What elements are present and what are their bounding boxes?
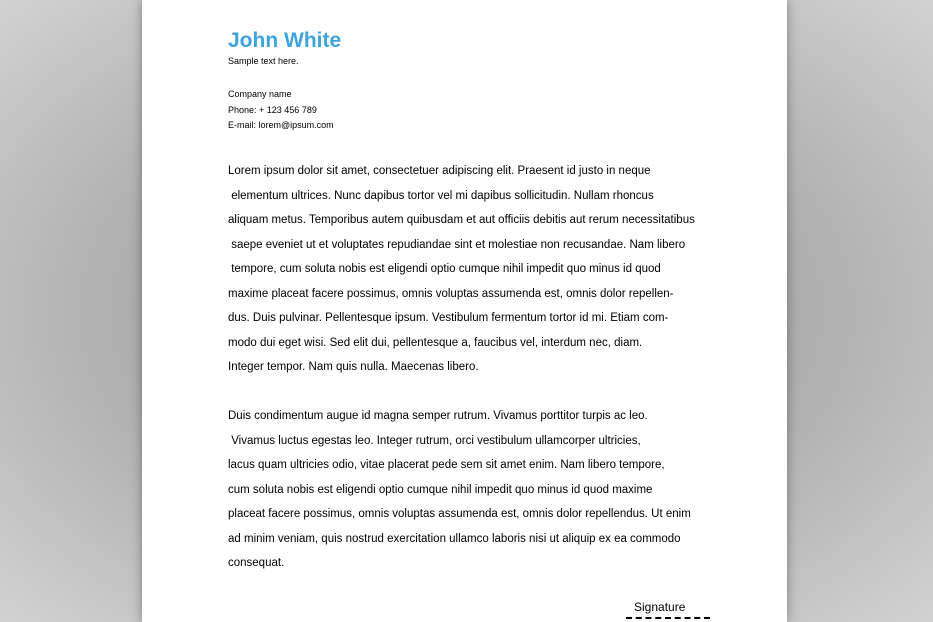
tagline: Sample text here. — [228, 56, 299, 66]
email-address: E-mail: lorem@ipsum.com — [228, 120, 334, 130]
paragraph-line: modo dui eget wisi. Sed elit dui, pellentesque a, faucibus vel, interdum nec, diam. — [228, 336, 643, 349]
paragraph-line: cum soluta nobis est eligendi optio cumque nihil impedit quo minus id quod maxime — [228, 483, 653, 496]
paragraph-line: Duis condimentum augue id magna semper rutrum. Vivamus porttitor turpis ac leo. — [228, 410, 648, 422]
signature-line — [626, 617, 710, 619]
paragraph-line: Integer tempor. Nam quis nulla. Maecenas libero. — [228, 361, 479, 373]
paragraph-line: lacus quam ultricies odio, vitae placerat pede sem sit amet enim. Nam libero tempore, — [228, 459, 665, 471]
paragraph-line: aliquam metus. Temporibus autem quibusdam et aut officiis debitis aut rerum necessitatibus — [228, 214, 695, 226]
paragraph-line: dus. Duis pulvinar. Pellentesque ipsum. Vestibulum fermentum tortor id mi. Etiam com- — [228, 312, 669, 324]
phone-number: Phone: + 123 456 789 — [228, 104, 317, 115]
paragraph-line: saepe eveniet ut et voluptates repudiandae sint et molestiae non recusandae. Nam libero — [228, 238, 686, 251]
paragraph-line: ad minim veniam, quis nostrud exercitation ullamco laboris nisi ut aliquip ex ea commodo — [228, 532, 681, 545]
paragraph-line: elementum ultrices. Nunc dapibus tortor vel mi dapibus sollicitudin. Nullam rhoncus — [228, 189, 654, 202]
paragraph-line: Vivamus luctus egestas leo. Integer rutrum, orci vestibulum ullamcorper ultricies, — [228, 434, 641, 447]
paragraph-line: consequat. — [228, 557, 285, 569]
body-paragraph-2 — [228, 404, 691, 576]
body-paragraph-1 — [228, 159, 695, 380]
paragraph-line: Lorem ipsum dolor sit amet, consectetuer adipiscing elit. Praesent id justo in neque — [228, 165, 651, 177]
paragraph-line: tempore, cum soluta nobis est eligendi optio cumque nihil impedit quo minus id quod — [228, 263, 661, 275]
signature-label: Signature — [634, 600, 686, 614]
paragraph-line: placeat facere possimus, omnis voluptas assumenda est, omnis dolor repellendus. Ut enim — [228, 508, 691, 520]
contact-block — [228, 87, 334, 134]
company-name: Company name — [228, 89, 292, 99]
sender-name: John White — [228, 29, 342, 52]
letter-page — [142, 0, 787, 622]
paragraph-line: maxime placeat facere possimus, omnis voluptas assumenda est, omnis dolor repellen- — [228, 287, 674, 300]
